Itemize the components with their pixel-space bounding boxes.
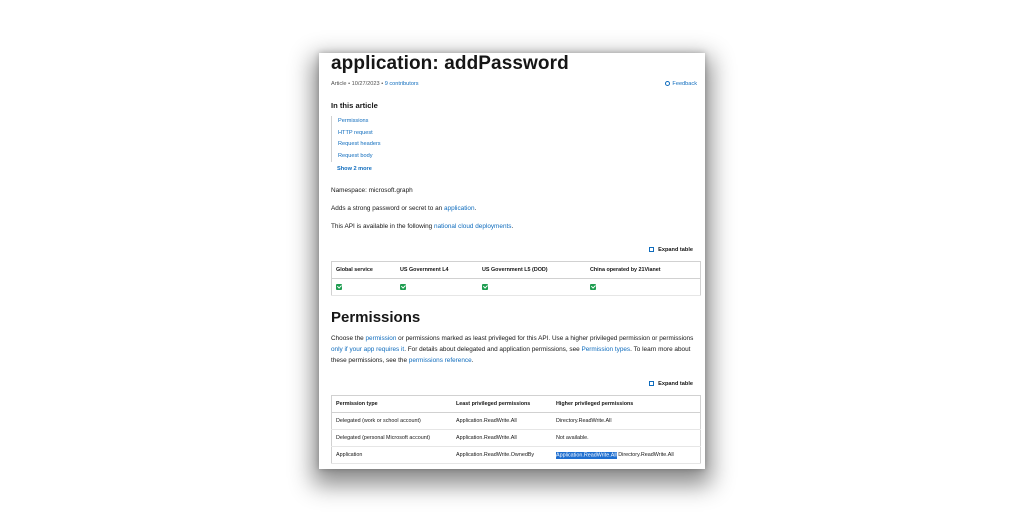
least-privileged-cell: Application.ReadWrite.All: [452, 413, 552, 430]
table-row: [332, 279, 701, 296]
expand-table-label: Expand table: [658, 381, 693, 387]
toc-show-more-button[interactable]: Show 2 more: [337, 166, 372, 172]
permissions-reference-link[interactable]: permissions reference: [408, 356, 472, 364]
permission-link[interactable]: permission: [365, 335, 397, 342]
toc-list: [331, 116, 381, 162]
checkmark-icon: [590, 284, 596, 290]
meta-separator: •: [348, 81, 352, 87]
cloud-availability-table: [331, 261, 701, 296]
selected-text-highlight[interactable]: Application.ReadWrite.All: [556, 452, 617, 458]
higher-privileged-cell: [552, 430, 701, 447]
least-privileged-cell: Application.ReadWrite.All: [452, 430, 552, 447]
expand-icon: [649, 381, 654, 386]
feedback-icon: [665, 81, 670, 86]
higher-privileged-cell: [552, 447, 701, 464]
availability-text: [331, 222, 513, 233]
permission-type-cell: Application: [332, 447, 453, 464]
meta-separator: •: [381, 81, 385, 87]
docs-page: [319, 53, 705, 469]
checkmark-icon: [400, 284, 406, 290]
column-header: US Government L4: [396, 262, 478, 279]
availability-suffix: .: [511, 223, 514, 230]
column-header: Global service: [332, 262, 397, 279]
permission-value: Directory.ReadWrite.All: [556, 418, 612, 424]
permissions-text-part: .: [471, 356, 474, 364]
checkmark-icon: [336, 284, 342, 290]
column-header: Higher privileged permissions: [552, 396, 701, 413]
permission-types-link[interactable]: Permission types: [581, 345, 631, 353]
table-header-row: [332, 262, 701, 279]
expand-table-button[interactable]: [649, 247, 693, 253]
permission-type-cell: Delegated (work or school account): [332, 413, 453, 430]
permissions-text-part: or permissions marked as least privileged for this API. Use a higher privileged permission or permissions: [396, 335, 694, 342]
article-date: 10/27/2023: [351, 81, 380, 87]
contributors-link[interactable]: 9 contributors: [384, 81, 419, 87]
permission-value: Not available.: [556, 435, 589, 441]
table-cell: [478, 279, 586, 296]
toc-item-request-headers[interactable]: Request headers: [338, 141, 381, 147]
article-content: [331, 53, 701, 469]
permissions-text-part: Choose the: [331, 335, 366, 342]
table-cell: [396, 279, 478, 296]
permissions-text: [331, 334, 699, 366]
checkmark-icon: [482, 284, 488, 290]
permissions-text-part: . For details about delegated and application permissions, see: [404, 345, 582, 353]
table-cell: [586, 279, 701, 296]
expand-table-label: Expand table: [658, 247, 693, 253]
table-header-row: [332, 396, 701, 413]
permissions-heading: Permissions: [331, 309, 421, 326]
national-cloud-link[interactable]: national cloud deployments: [434, 223, 512, 230]
higher-privileged-cell: [552, 413, 701, 430]
column-header: Permission type: [332, 396, 453, 413]
toc-item-request-body[interactable]: Request body: [338, 152, 373, 159]
permission-type-cell: Delegated (personal Microsoft account): [332, 430, 453, 447]
column-header: Least privileged permissions: [452, 396, 552, 413]
expand-table-button[interactable]: [649, 381, 693, 387]
intro-text: [331, 204, 476, 215]
only-if-required-link[interactable]: only if your app requires it: [331, 345, 405, 353]
column-header: China operated by 21Vianet: [586, 262, 701, 279]
permissions-table: [331, 395, 701, 464]
namespace-text: Namespace: microsoft.graph: [331, 187, 413, 194]
permission-value: Directory.ReadWrite.All: [616, 452, 674, 458]
least-privileged-cell: Application.ReadWrite.OwnedBy: [452, 447, 552, 464]
table-row: [332, 447, 701, 464]
intro-prefix: Adds a strong password or secret to an: [331, 205, 444, 212]
application-link[interactable]: application: [443, 205, 475, 212]
feedback-button[interactable]: [665, 81, 697, 87]
toc-item-permissions[interactable]: Permissions: [338, 118, 369, 124]
table-row: [332, 413, 701, 430]
table-cell: [332, 279, 397, 296]
toc-item-http-request[interactable]: HTTP request: [338, 129, 373, 136]
article-meta: [331, 81, 419, 87]
page-title: application: addPassword: [331, 53, 569, 74]
expand-icon: [649, 247, 654, 252]
availability-prefix: This API is available in the following: [331, 223, 435, 230]
feedback-label: Feedback: [672, 81, 697, 87]
intro-suffix: .: [474, 205, 477, 212]
article-type: Article: [331, 81, 347, 87]
permissions-text-part: . To learn more about these permissions, see the: [331, 345, 691, 364]
column-header: US Government L5 (DOD): [478, 262, 586, 279]
toc-heading: In this article: [331, 101, 378, 110]
table-row: [332, 430, 701, 447]
